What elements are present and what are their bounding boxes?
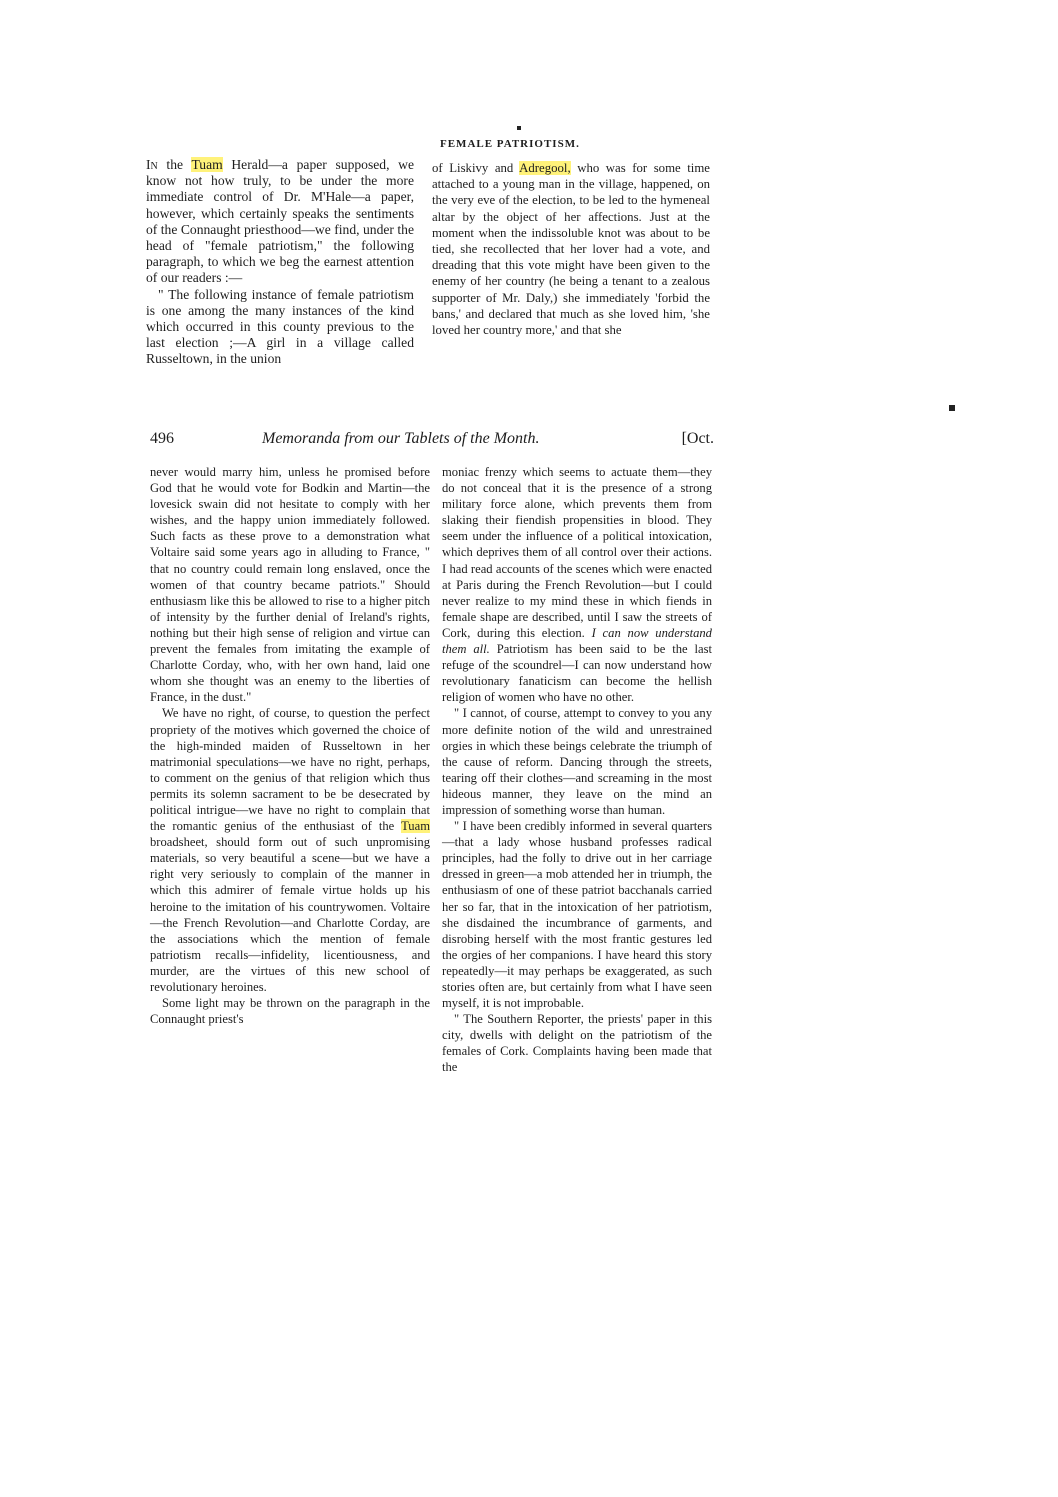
right-paragraph-4: " The Southern Reporter, the priests' paper in this city, dwells with delight on the patriotism of the females of Cork. Complaints having been made that the xyxy=(442,1012,712,1075)
clipping-left-column xyxy=(146,157,414,368)
clipping-right-paragraph: of Liskivy and Adregool, who was for some time attached to a young man in the village, happened, on the very eve of the election, to be led to the hymeneal altar by the object of her affections. Just at the moment when the indissoluble knot was about to be tied, she recollected that her lover had a vote, and dreading that this vote might have been given to the enemy of her country (he being a tenant to a zealous supporter of Mr. Daly,) she immediately 'forbid the bans,' and declared that much as she loved him, 'she loved her country more,' and that she xyxy=(432,161,710,338)
highlight-adregool: Adregool, xyxy=(519,161,571,175)
italic-phrase: I can now understand them all. xyxy=(442,625,712,657)
running-title: Memoranda from our Tablets of the Month. xyxy=(262,430,540,447)
scan-mark xyxy=(517,126,521,130)
left-paragraph-2: We have no right, of course, to question the perfect propriety of the motives which governed the choice of the high-minded maiden of Russeltown in her matrimonial speculations—we have no right, perhaps, to comment on the genius of that religion which thus permits its solemn sacrament to be be desecrated by political intrigue—we have no right to complain that the romantic genius of the enthusiast of the Tuam broadsheet, should form out of such unpromising materials, so very beautiful a scene—but we have a right very seriously to complain of the manner in which this admirer of female virtue holds up his heroine to the imitation of his countrywomen. Voltaire—the French Revolution—and Charlotte Corday, are the associations which the mention of female patriotism recalls—infidelity, licentiousness, and murder, are the virtues of this new school of revolutionary heroines. xyxy=(150,706,430,994)
clipping-lead-paragraph: In the Tuam Herald—a paper supposed, we know not how truly, to be under the more immediate control of Dr. M'Hale—a paper, however, which certainly speaks the sentiments of the Connaught priesthood—we find, under the head of "female patriotism," the following paragraph, to which we beg the earnest attention of our readers :— xyxy=(146,157,414,286)
clipping-right-column xyxy=(432,160,710,338)
highlight-tuam: Tuam xyxy=(191,157,223,172)
left-paragraph-3: Some light may be thrown on the paragraph in the Connaught priest's xyxy=(150,996,430,1027)
clipping-title: FEMALE PATRIOTISM. xyxy=(440,138,580,150)
drop-cap: In xyxy=(146,157,158,172)
page-header xyxy=(150,430,714,452)
page-number: 496 xyxy=(150,430,174,447)
main-right-column xyxy=(442,464,712,1076)
header-month: [Oct. xyxy=(681,430,714,447)
right-paragraph-2: " I cannot, of course, attempt to convey to you any more definite notion of the wild and unrestrained orgies in which these beings celebrate the triumph of the cause of reform. Dancing through the streets, tearing off their clothes—and screaming in the most hideous manner, they leave on the mind an impression of something worse than human. xyxy=(442,706,712,817)
clipping-quote-paragraph: " The following instance of female patriotism is one among the many instances of the kind which occurred in this county previous to the last election ;—A girl in a village called Russeltown, in the union xyxy=(146,286,414,367)
right-paragraph-3: " I have been credibly informed in several quarters—that a lady whose husband professes radical principles, had the folly to drive out in her carriage dressed in green—a mob attended her in triumph, the enthusiasm of one of these patriot bacchanals carried her so far, that in the intoxication of her patriotism, she disdained the incumbrance of garments, and disrobing herself with the most frantic gestures led the orgies of her companions. I have heard this story repeatedly—it may perhaps be exaggerated, as such stories often are, but certainly from what I have seen myself, it is not improbable. xyxy=(442,819,712,1011)
left-paragraph-1: never would marry him, unless he promised before God that he would vote for Bodkin and Martin—the lovesick swain did not hesitate to comply with her wishes, and the happy union immediately followed. Such facts as these prove to a demonstration what Voltaire said some years ago in alluding to France, " that no country could remain long enslaved, once the women of that country became patriots." Should enthusiasm like this be allowed to rise to a higher pitch of intensity by the further denial of Ireland's rights, nothing but their high sense of religion and virtue can prevent the females from imitating the example of Charlotte Corday, who, with her own hand, laid one whom she thought was an enemy to the liberties of France, in the dust." xyxy=(150,465,430,705)
highlight-tuam-2: Tuam xyxy=(401,819,430,834)
main-left-column xyxy=(150,464,430,1027)
scan-mark xyxy=(949,405,955,411)
right-paragraph-1: moniac frenzy which seems to actuate them—they do not conceal that it is the presence of a strong military force alone, which prevents them from slaking their fiendish propensities in blood. They seem under the influence of a political intoxication, which deprives them of all control over their actions. I had read accounts of the scenes which were enacted at Paris during the French Revolution—but I could never realize to my mind these in which fiends in female shape are described, until I saw the streets of Cork, during this election. I can now understand them all. Patriotism has been said to be the last refuge of the scoundrel—I can now understand how revolutionary fanaticism can become the hellish religion of women who have no other. xyxy=(442,465,712,705)
